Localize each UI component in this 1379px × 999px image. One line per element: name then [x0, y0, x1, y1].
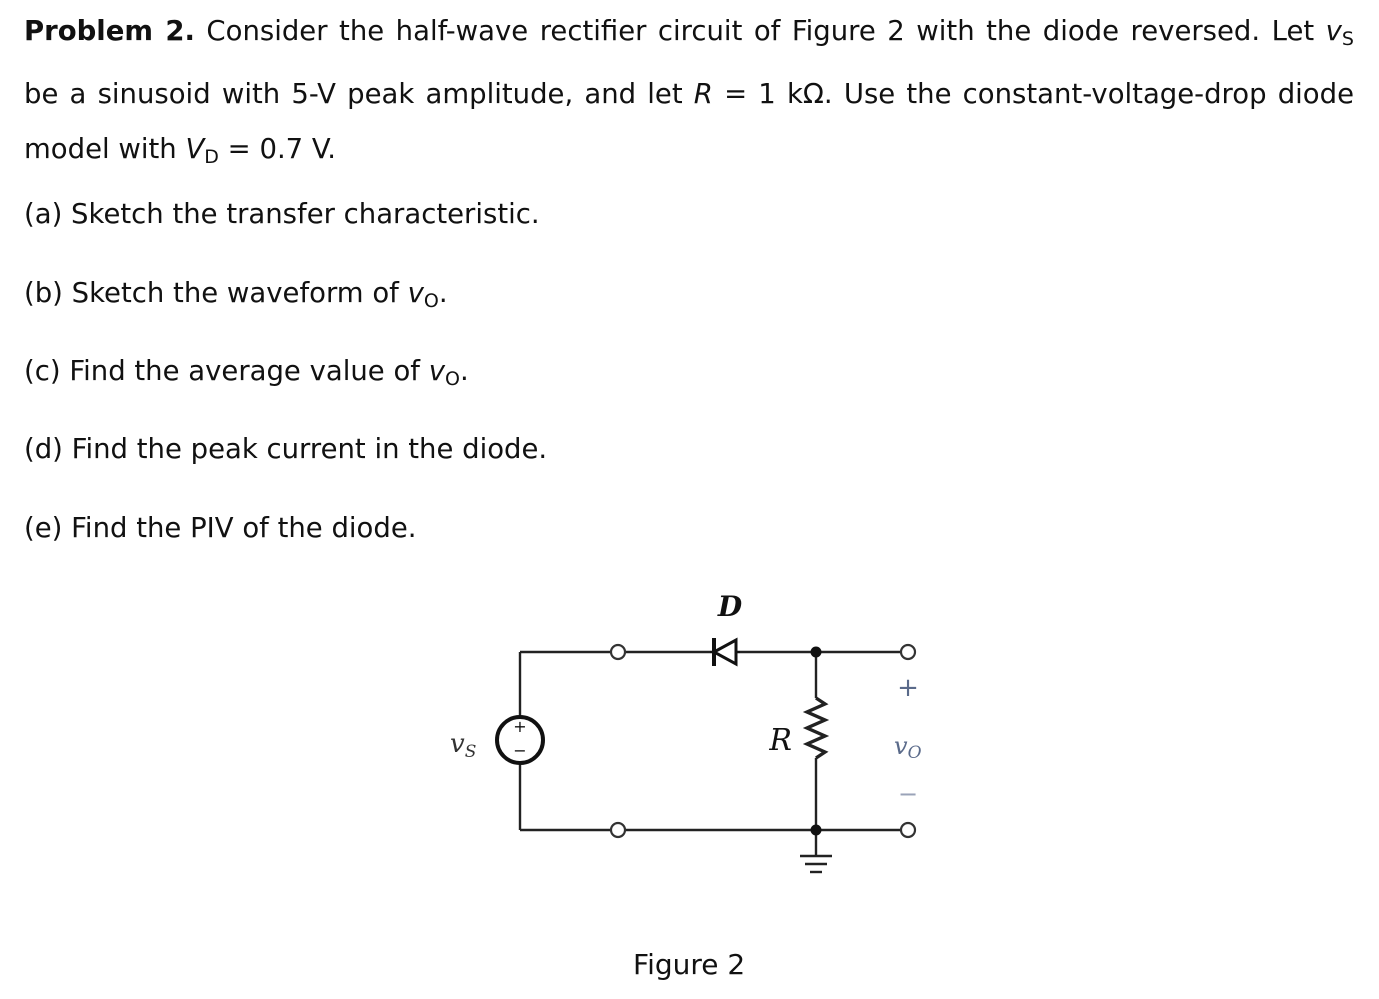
- part-b-end: .: [438, 277, 448, 309]
- problem-title: Problem 2.: [24, 15, 195, 47]
- part-c-var: v: [428, 355, 445, 387]
- part-d-text: (d) Find the peak current in the diode.: [24, 433, 548, 465]
- part-b-sub: O: [423, 290, 439, 312]
- circuit-diagram: [420, 580, 960, 910]
- part-a-text: (a) Sketch the transfer characteristic.: [24, 198, 540, 230]
- part-c-end: .: [459, 355, 469, 387]
- sub-s: S: [1341, 28, 1354, 50]
- terminal-top-left: [611, 645, 625, 659]
- source-minus: −: [513, 741, 527, 760]
- part-c-sub: O: [444, 368, 460, 390]
- source-plus: +: [513, 717, 527, 736]
- var-V: V: [185, 133, 205, 165]
- figure-caption: Figure 2: [633, 948, 746, 981]
- terminal-bottom-left: [611, 823, 625, 837]
- problem-statement: [24, 4, 1354, 185]
- source-label: vS: [450, 729, 477, 762]
- part-c-text: (c) Find the average value of: [24, 355, 429, 387]
- problem-text-3: = 1 kΩ. Use the constant-voltage-drop diode model with: [24, 78, 1355, 165]
- junction-top: [811, 647, 822, 658]
- problem-text-1: Consider the half-wave rectifier circuit of Figure 2 with the diode reversed. Let: [194, 15, 1326, 47]
- var-R: R: [693, 78, 713, 110]
- var-v: v: [1325, 15, 1342, 47]
- problem-text-4: = 0.7 V.: [218, 133, 336, 165]
- part-b-var: v: [407, 277, 424, 309]
- part-c: [24, 351, 469, 399]
- sub-D: D: [204, 146, 219, 168]
- diode-label: D: [717, 590, 743, 623]
- output-plus: +: [897, 673, 919, 703]
- resistor-symbol: [807, 698, 825, 758]
- resistor-label: R: [769, 723, 792, 758]
- terminal-top-right: [901, 645, 915, 659]
- part-a: [24, 194, 540, 234]
- part-d: [24, 429, 547, 469]
- part-e-text: (e) Find the PIV of the diode.: [24, 512, 417, 544]
- part-b-text: (b) Sketch the waveform of: [24, 277, 408, 309]
- output-minus: −: [897, 780, 919, 808]
- part-b: [24, 273, 448, 321]
- problem-text-2: be a sinusoid with 5-V peak amplitude, and let: [24, 78, 694, 110]
- junction-bottom: [811, 825, 822, 836]
- part-e: [24, 508, 416, 548]
- diode-symbol: [710, 638, 740, 666]
- output-label: vO: [894, 732, 922, 763]
- terminal-bottom-right: [901, 823, 915, 837]
